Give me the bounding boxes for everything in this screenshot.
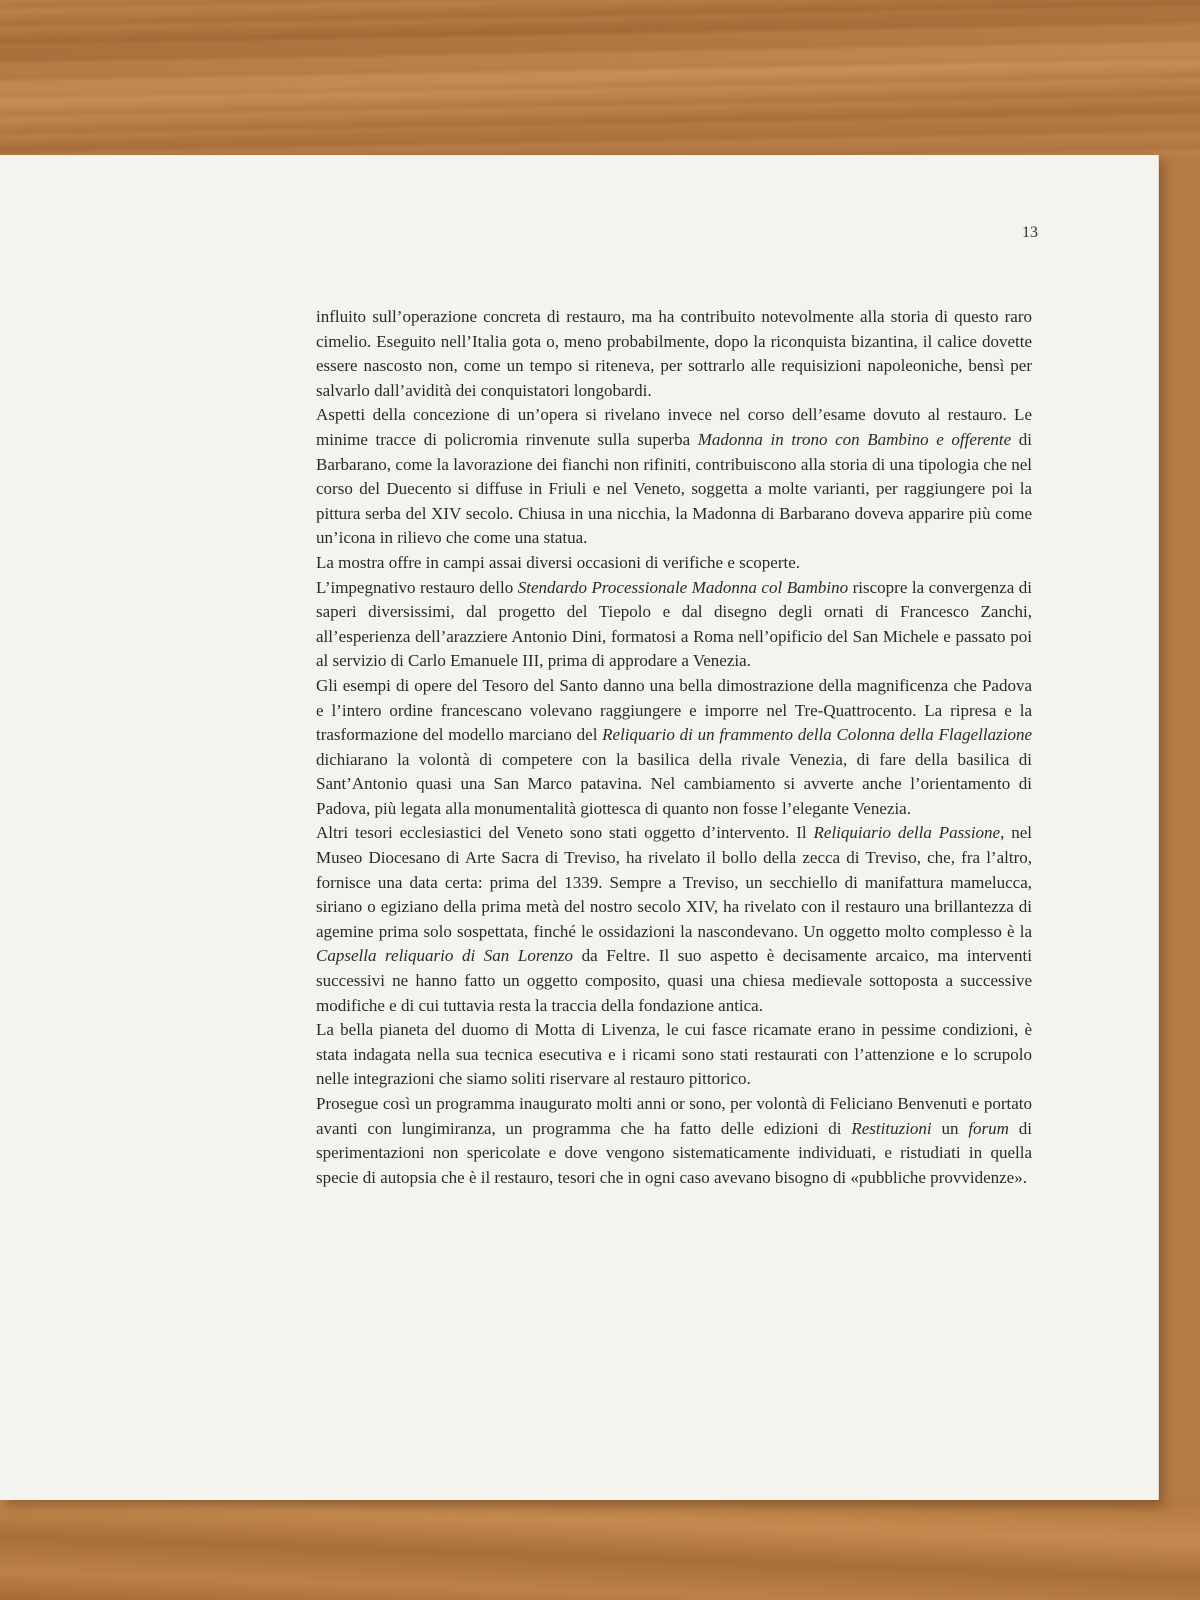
paragraph <box>316 576 1032 674</box>
italic-title: Reliquiario della Passione <box>813 823 1001 843</box>
paragraph <box>316 821 1032 1018</box>
paragraph <box>316 305 1032 403</box>
text-run: La bella pianeta del duomo di Motta di Livenza, le cui fasce ricamate erano in pessime condizioni, è stata indagata nella sua tecnica esecutiva e i ricami sono stati restaurati con l’attenzione e lo scrupolo nelle integrazioni che siamo soliti riservare al restauro pittorico. <box>316 1020 1032 1089</box>
text-run: riscopre la convergenza di saperi diversissimi, dal progetto del Tiepolo e dal disegno degli ornati di Francesco Zanchi, all’esperienza dell’arazziere Antonio Dini, formatosi a Roma nell’opificio del San Michele e passato poi al servizio di Carlo Emanuele III, prima di approdare a Venezia. <box>316 577 1032 671</box>
paragraph <box>316 1018 1032 1092</box>
text-run: Altri tesori ecclesiastici del Veneto sono stati oggetto d’intervento. Il <box>316 823 814 843</box>
text-run: un <box>931 1118 969 1138</box>
wood-table-bottom <box>0 1500 1200 1600</box>
text-run: Aspetti della concezione di un’opera si rivelano invece nel corso dell’esame dovuto al restauro. Le minime tracce di policromia rinvenute sulla superba <box>316 405 1032 449</box>
text-run: Gli esempi di opere del Tesoro del Santo danno una bella dimostrazione della magnificenza che Padova e l’intero ordine francescano volevano raggiungere e imporre nel Tre-Quattrocento. La ripresa e la trasformazione del modello marciano del <box>316 675 1032 745</box>
italic-title: Capsella reliquario di San Lorenzo <box>316 946 574 966</box>
paragraph <box>316 1092 1032 1190</box>
paragraph <box>316 403 1032 551</box>
text-run: L’impegnativo restauro dello <box>316 577 518 597</box>
wood-table-top <box>0 0 1200 160</box>
text-run: di sperimentazioni non spericolate e dove vengono sistematicamente individuati, e ristudiati in quella specie di autopsia che è il restauro, tesori che in ogni caso avevano bisogno di «pubbliche provvidenze». <box>316 1118 1032 1187</box>
text-run: Prosegue così un programma inaugurato molti anni or sono, per volontà di Feliciano Benvenuti e portato avanti con lungimiranza, un programma che ha fatto delle edizioni di <box>316 1094 1032 1138</box>
text-run: di Barbarano, come la lavorazione dei fianchi non rifiniti, contribuiscono alla storia di una tipologia che nel corso del Duecento si diffuse in Friuli e nel Veneto, soggetta a molte varianti, per raggiungere poi la pittura serba del XIV secolo. Chiusa in una nicchia, la Madonna di Barbarano doveva apparire più come un’icona in rilievo che come una statua. <box>316 429 1033 548</box>
text-run: La mostra offre in campi assai diversi occasioni di verifiche e scoperte. <box>316 552 801 572</box>
paragraph <box>316 551 1032 576</box>
paragraph <box>316 674 1032 822</box>
italic-title: Stendardo Processionale Madonna col Bambino <box>517 577 849 597</box>
italic-title: forum <box>968 1118 1009 1138</box>
italic-title: Madonna in trono con Bambino e offerente <box>697 429 1012 449</box>
text-run: dichiarano la volontà di competere con la basilica della rivale Venezia, di fare della basilica di Sant’Antonio quasi una San Marco patavina. Nel cambiamento si avverte anche l’orientamento di Padova, più legata alla monumentalità giottesca di quanto non fosse l’elegante Venezia. <box>316 749 1032 818</box>
text-run: da Feltre. Il suo aspetto è decisamente arcaico, ma interventi successivi ne hanno fatto un oggetto composito, quasi una chiesa medievale sottoposta a successive modifiche e di cui tuttavia resta la traccia della fondazione antica. <box>316 946 1033 1015</box>
text-run: influito sull’operazione concreta di restauro, ma ha contribuito notevolmente alla storia di questo raro cimelio. Eseguito nell’Italia gota o, meno probabilmente, dopo la riconquista bizantina, il calice dovette essere nascosto non, come un tempo si riteneva, per sottrarlo alle requisizioni napoleoniche, bensì per salvarlo dall’avidità dei conquistatori longobardi. <box>316 307 1032 400</box>
text-run: , nel Museo Diocesano di Arte Sacra di Treviso, ha rivelato il bollo della zecca di Treviso, che, fra l’altro, fornisce una data certa: prima del 1339. Sempre a Treviso, un secchiello di manifattura mamelucca, siriano o egiziano della prima metà del nostro secolo XIV, ha rivelato con il restauro una brillantezza di agemine prima solo sospettata, finché le ossidazioni la nascondevano. Un oggetto molto complesso è la <box>316 823 1032 941</box>
italic-title: Restituzioni <box>851 1118 932 1138</box>
italic-title: Reliquario di un frammento della Colonna della Flagellazione <box>602 725 1032 745</box>
body-text <box>316 305 1032 1190</box>
page-number: 13 <box>1022 224 1038 241</box>
